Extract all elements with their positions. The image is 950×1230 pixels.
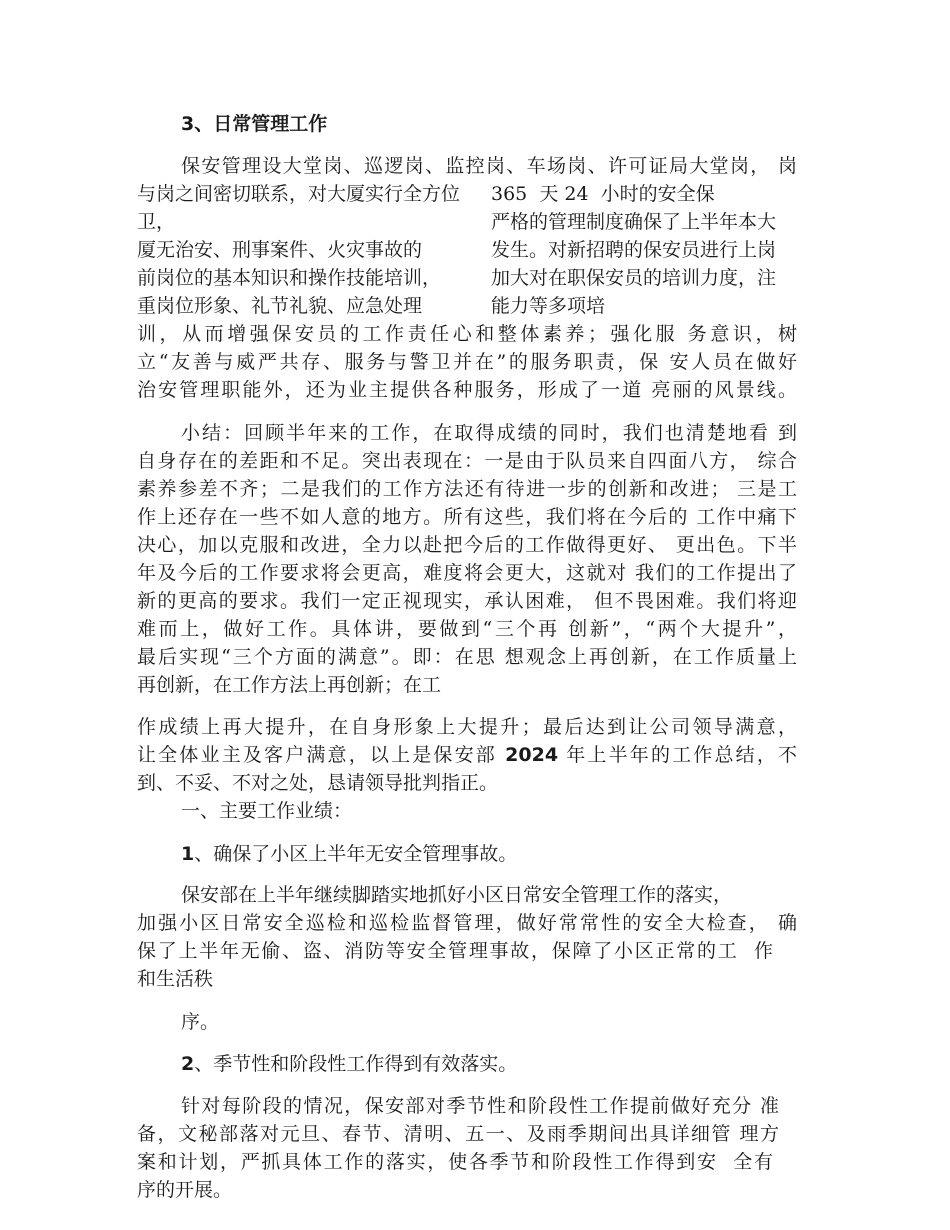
- p4-line-5: 序。: [181, 1011, 220, 1033]
- p2-line-7: 新的更高的要求。我们一定正视现实，承认困难， 但不畏困难。我们将迎: [137, 590, 797, 612]
- p5-line-1: 针对每阶段的情况，保安部对季节性和阶段性工作提前做好充分 准: [181, 1095, 779, 1117]
- item-1-text: 、确保了小区上半年无安全管理事故。: [194, 843, 518, 865]
- p5-line-3: 案和计划，严抓具体工作的落实，使各季节和阶段性工作得到安 全有: [137, 1151, 773, 1173]
- p1-line-3-right: 严格的管理制度确保了上半年本大: [491, 211, 777, 233]
- item-2-heading: [181, 1050, 517, 1078]
- p1-line-2-left: 与岗之间密切联系，对大厦实行全方位: [137, 183, 461, 205]
- p1-line-5-right: 加大对在职保安员的培训力度，注: [491, 267, 777, 289]
- heading-daily-management: 3、日常管理工作: [181, 113, 328, 135]
- p1-line-2-right: 365 天 24 小时的安全保: [491, 183, 715, 205]
- p1-line-7: 训，从而增强保安员的工作责任心和整体素养；强化服 务意识，树: [137, 323, 797, 345]
- p1-line-6-right: 能力等多项培: [491, 295, 606, 317]
- item-2-text: 、季节性和阶段性工作得到有效落实。: [194, 1053, 518, 1075]
- item-1-number: 1: [181, 843, 195, 865]
- p1-line-4-left: 厦无治安、刑事案件、火灾事故的: [137, 239, 423, 261]
- report-year: 2024: [505, 744, 559, 766]
- p2-line-3: 素养参差不齐；二是我们的工作方法还有待进一步的创新和改进； 三是工: [137, 478, 797, 500]
- p4-line-1: 保安部在上半年继续脚踏实地抓好小区日常安全管理工作的落实，: [181, 884, 733, 906]
- p5-line-2: 备，文秘部落对元旦、春节、清明、五一、及雨季期间出具详细管 理方: [137, 1123, 779, 1145]
- p2-line-9: 最后实现“三个方面的满意”。即：在思 想观念上再创新，在工作质量上: [137, 646, 797, 668]
- p3-line-3: 到、不妥、不对之处，恳请领导批判指正。: [137, 772, 499, 794]
- p4-line-3: 保了上半年无偷、盗、消防等安全管理事故，保障了小区正常的工 作: [137, 940, 773, 962]
- p2-line-5: 决心，加以克服和改进，全力以赴把今后的工作做得更好、 更出色。下半: [137, 534, 797, 556]
- p3-line-2-b: 年上半年的工作总结，不: [558, 744, 797, 766]
- p1-line-8: 立“友善与威严共存、服务与警卫并在”的服务职责，保 安人员在做好: [137, 351, 797, 373]
- p4-line-4: 和生活秩: [137, 968, 214, 990]
- p3-line-2: [137, 741, 797, 769]
- p2-line-10: 再创新，在工作方法上再创新；在工: [137, 674, 442, 696]
- section-title-main-achievements: 一、主要工作业绩：: [181, 800, 353, 822]
- p2-line-6: 年及今后的工作要求将会更高，难度将会更大，这就对 我们的工作提出了: [137, 562, 797, 584]
- p3-line-1: 作成绩上再大提升，在自身形象上大提升；最后达到让公司领导满意，: [137, 716, 797, 738]
- p2-line-8: 难而上，做好工作。具体讲，要做到“三个再 创新”，“两个大提升”，: [137, 618, 797, 640]
- p2-line-4: 作上还存在一些不如人意的地方。所有这些，我们将在今后的 工作中痛下: [137, 506, 797, 528]
- item-2-number: 2: [181, 1053, 195, 1075]
- p1-line-4-right: 发生。对新招聘的保安员进行上岗: [491, 239, 777, 261]
- p1-line-9: 治安管理职能外，还为业主提供各种服务，形成了一道 亮丽的风景线。: [137, 379, 797, 401]
- p1-line-3-left: 卫，: [137, 211, 176, 233]
- p4-line-2: 加强小区日常安全巡检和巡检监督管理，做好常常性的安全大检查， 确: [137, 912, 797, 934]
- p3-line-2-a: 让全体业主及客户满意，以上是保安部: [137, 744, 506, 766]
- p1-line-1: 保安管理设大堂岗、巡逻岗、监控岗、车场岗、许可证局大堂岗， 岗: [181, 155, 797, 177]
- p5-line-4: 序的开展。: [137, 1179, 233, 1201]
- p2-line-2: 自身存在的差距和不足。突出表现在：一是由于队员来自四面八方， 综合: [137, 450, 797, 472]
- item-1-heading: [181, 840, 517, 868]
- p2-line-1: 小结：回顾半年来的工作，在取得成绩的同时，我们也清楚地看 到: [181, 422, 797, 444]
- p1-line-5-left: 前岗位的基本知识和操作技能培训，: [137, 267, 442, 289]
- p1-line-6-left: 重岗位形象、礼节礼貌、应急处理: [137, 295, 423, 317]
